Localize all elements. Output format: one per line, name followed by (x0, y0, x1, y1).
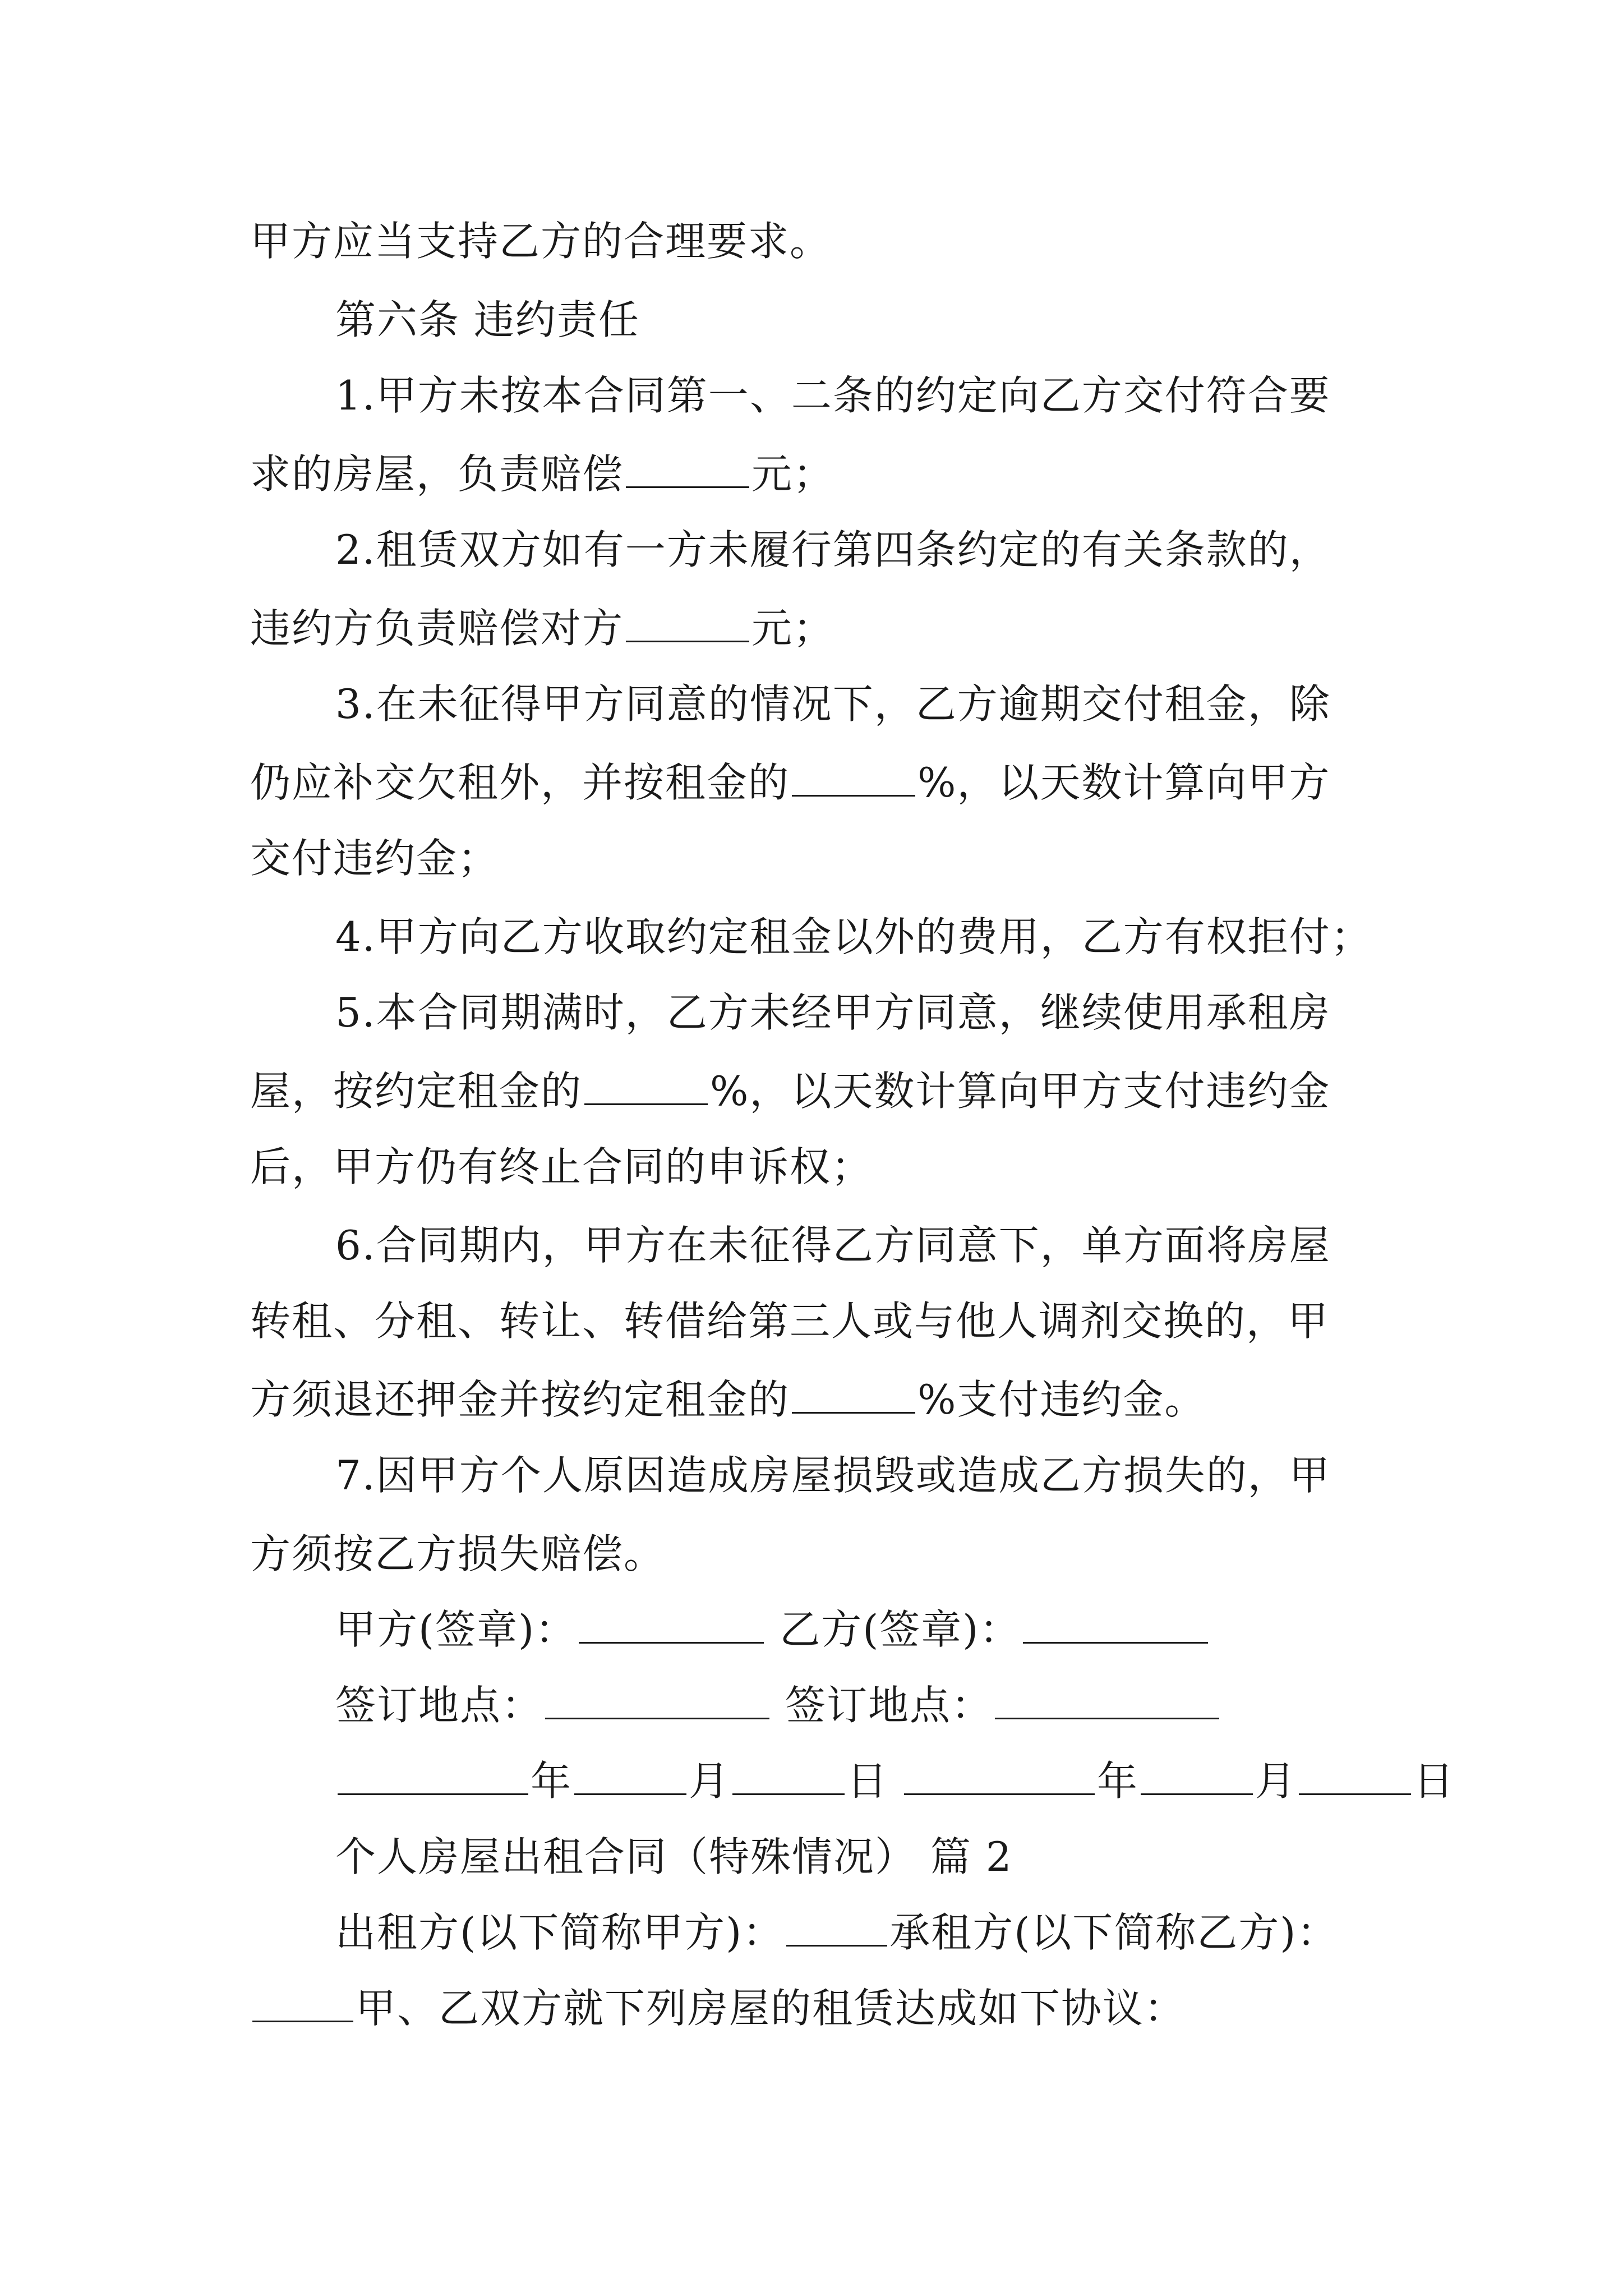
signing-place-row (335, 1677, 1221, 1733)
paragraph-line: 4.甲方向乙方收取约定租金以外的费用，乙方有权拒付； (335, 913, 1372, 960)
parties-row (335, 1904, 1338, 1961)
party-b-place-label: 签订地点： (785, 1682, 993, 1729)
month-field (1141, 1756, 1253, 1795)
blank-field (584, 1066, 708, 1105)
paragraph-line: 5.本合同期满时，乙方未经甲方同意，继续使用承租房 (335, 989, 1331, 1036)
paragraph-line: 方须按乙方损失赔偿。 (250, 1530, 666, 1577)
paragraph-line: 交付违约金； (250, 835, 500, 882)
lessor-label: 出租方(以下简称甲方)： (335, 1909, 785, 1956)
day-label: 日 (1413, 1757, 1455, 1805)
party-a-place-label: 签订地点： (335, 1682, 543, 1729)
blank-field (792, 758, 915, 797)
blank-field (792, 1375, 915, 1414)
line-text: %支付违约金。 (917, 1376, 1206, 1423)
party-a-signature-label: 甲方(签章)： (335, 1606, 577, 1653)
agreement-row (250, 1980, 1186, 2036)
lessee-field (252, 1984, 353, 2022)
paragraph-line: 1.甲方未按本合同第一、二条的约定向乙方交付符合要 (335, 372, 1331, 419)
year-field (904, 1756, 1095, 1795)
line-text: %，以天数计算向甲方支付违约金 (710, 1068, 1331, 1115)
party-b-signature-label: 乙方(签章)： (780, 1606, 1021, 1653)
paragraph-line (250, 1372, 1206, 1428)
line-text: 违约方负责赔偿对方 (250, 605, 624, 652)
agreement-text: 甲、乙双方就下列房屋的租赁达成如下协议： (356, 1985, 1186, 2032)
paragraph-line: 转租、分租、转让、转借给第三人或与他人调剂交换的，甲 (250, 1297, 1330, 1345)
paragraph-line: 3.在未征得甲方同意的情况下，乙方逾期交付租金，除 (335, 680, 1331, 728)
day-label: 日 (847, 1757, 889, 1805)
section-title: 个人房屋出租合同（特殊情况） 篇 2 (335, 1833, 1013, 1880)
line-text: 元； (751, 450, 835, 498)
paragraph-line (250, 600, 834, 656)
paragraph-line: 甲方应当支持乙方的合理要求。 (250, 218, 832, 265)
paragraph-line (250, 1063, 1330, 1119)
month-label: 月 (689, 1757, 731, 1805)
paragraph-line (250, 446, 834, 502)
party-b-place-field (995, 1681, 1219, 1719)
date-row (335, 1753, 1455, 1809)
paragraph-line: 后，甲方仍有终止合同的申诉权； (250, 1143, 873, 1190)
month-label: 月 (1255, 1757, 1297, 1805)
line-text: 求的房屋，负责赔偿 (250, 450, 624, 498)
blank-field (626, 604, 749, 642)
day-field (732, 1756, 845, 1795)
year-label: 年 (1097, 1757, 1139, 1805)
blank-field (626, 449, 749, 488)
line-text: 屋，按约定租金的 (250, 1068, 583, 1115)
day-field (1299, 1756, 1411, 1795)
lessor-field (786, 1908, 887, 1947)
article-heading: 第六条 违约责任 (335, 296, 640, 343)
lessee-label: 承租方(以下简称乙方)： (889, 1909, 1339, 1956)
line-text: 方须退还押金并按约定租金的 (250, 1376, 790, 1423)
line-text: 元； (751, 605, 835, 652)
paragraph-line (250, 754, 1330, 811)
line-text: 仍应补交欠租外，并按租金的 (250, 759, 790, 806)
party-b-signature-field (1023, 1605, 1208, 1644)
paragraph-line: 7.因甲方个人原因造成房屋损毁或造成乙方损失的，甲 (335, 1452, 1331, 1499)
signature-row (335, 1602, 1210, 1658)
year-field (338, 1756, 528, 1795)
party-a-place-field (545, 1681, 769, 1719)
year-label: 年 (531, 1757, 573, 1805)
paragraph-line: 6.合同期内，甲方在未征得乙方同意下，单方面将房屋 (335, 1222, 1331, 1269)
party-a-signature-field (579, 1605, 764, 1644)
line-text: %，以天数计算向甲方 (917, 759, 1331, 806)
month-field (574, 1756, 686, 1795)
paragraph-line: 2.租赁双方如有一方未履行第四条约定的有关条款的， (335, 526, 1331, 573)
